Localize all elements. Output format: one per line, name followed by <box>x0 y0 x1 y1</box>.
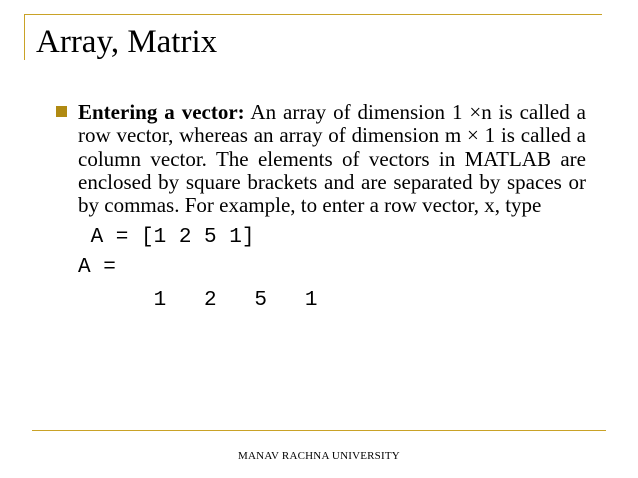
bullet-item <box>56 101 586 217</box>
bottom-divider <box>32 430 606 431</box>
code-input-line: A = [1 2 5 1] <box>78 226 255 250</box>
bullet-paragraph <box>78 101 586 217</box>
bullet-lead: Entering a vector: <box>78 100 245 124</box>
square-bullet-icon <box>56 106 67 117</box>
slide-content <box>56 101 586 311</box>
title-side-divider <box>24 14 25 60</box>
bullet-body: An array of dimension 1 ×n is called a row vector, whereas an array of dimension m × 1 is called a column vector. The elements of vectors in MATLAB are enclosed by square brackets and are separated by spaces or by commas. For example, to enter a row vector, x, type <box>78 100 586 218</box>
slide-title: Array, Matrix <box>36 24 218 60</box>
code-output-values: 1 2 5 1 <box>78 289 318 313</box>
footer-text: MANAV RACHNA UNIVERSITY <box>238 450 400 462</box>
code-output-label: A = <box>78 256 116 280</box>
top-divider <box>24 14 602 15</box>
